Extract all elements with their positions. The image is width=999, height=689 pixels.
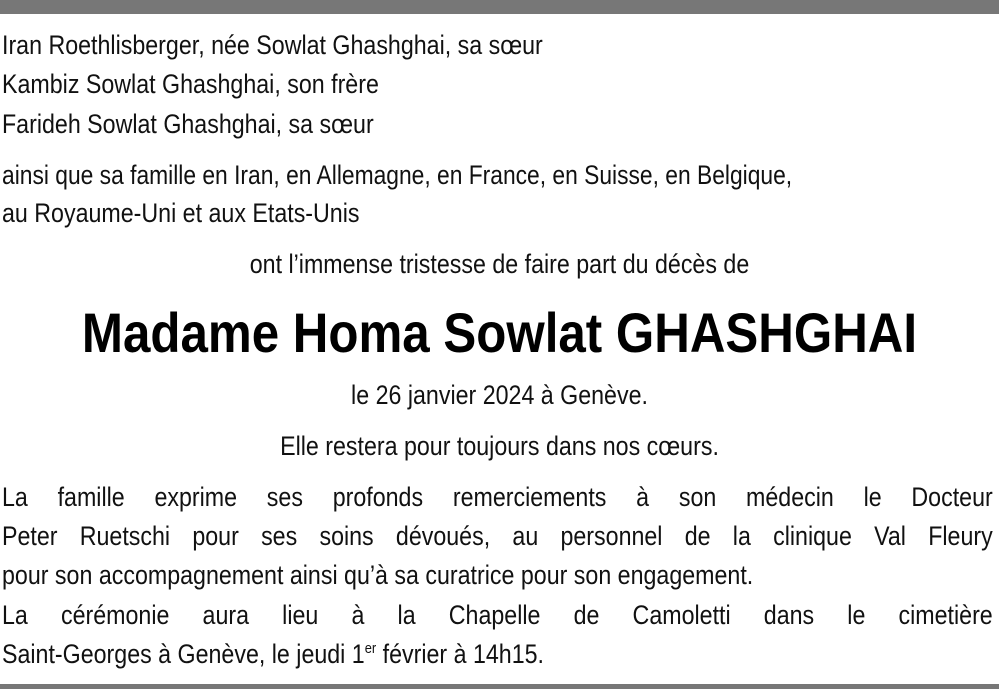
ceremony-date-suffix: février à 14h15.	[376, 639, 545, 669]
top-rule	[0, 0, 999, 14]
ceremony-date-prefix: Saint-Georges à Genève, le jeudi 1	[2, 639, 365, 669]
ceremony-line-1: La cérémonie aura lieu à la Chapelle de Camoletti dans le cimetière	[2, 600, 993, 630]
family-member-1: Iran Roethlisberger, née Sowlat Ghashghai, sa sœur	[2, 30, 543, 60]
family-member-2: Kambiz Sowlat Ghashghai, son frère	[2, 69, 379, 99]
extended-family-line-1: ainsi que sa famille en Iran, en Allemagne, en France, en Suisse, en Belgique,	[2, 160, 793, 190]
announcement-text: ont l’immense tristesse de faire part du décès de	[249, 249, 750, 279]
thanks-line-3: pour son accompagnement ainsi qu’à sa curatrice pour son engagement.	[2, 560, 754, 590]
bottom-rule	[0, 684, 999, 689]
ceremony-line-2	[2, 635, 858, 673]
family-member-3: Farideh Sowlat Ghashghai, sa sœur	[2, 109, 374, 139]
thanks-line-1: La famille exprime ses profonds remerciements à son médecin le Docteur	[2, 482, 993, 512]
ordinal-superscript: er	[364, 640, 377, 657]
date-place: le 26 janvier 2024 à Genève.	[351, 380, 648, 410]
deceased-name: Madame Homa Sowlat GHASHGHAI	[81, 301, 918, 364]
remembrance-text: Elle restera pour toujours dans nos cœurs.	[280, 431, 719, 461]
thanks-line-2: Peter Ruetschi pour ses soins dévoués, au personnel de la clinique Val Fleury	[2, 521, 993, 551]
extended-family-line-2: au Royaume-Uni et aux Etats-Unis	[2, 198, 360, 228]
